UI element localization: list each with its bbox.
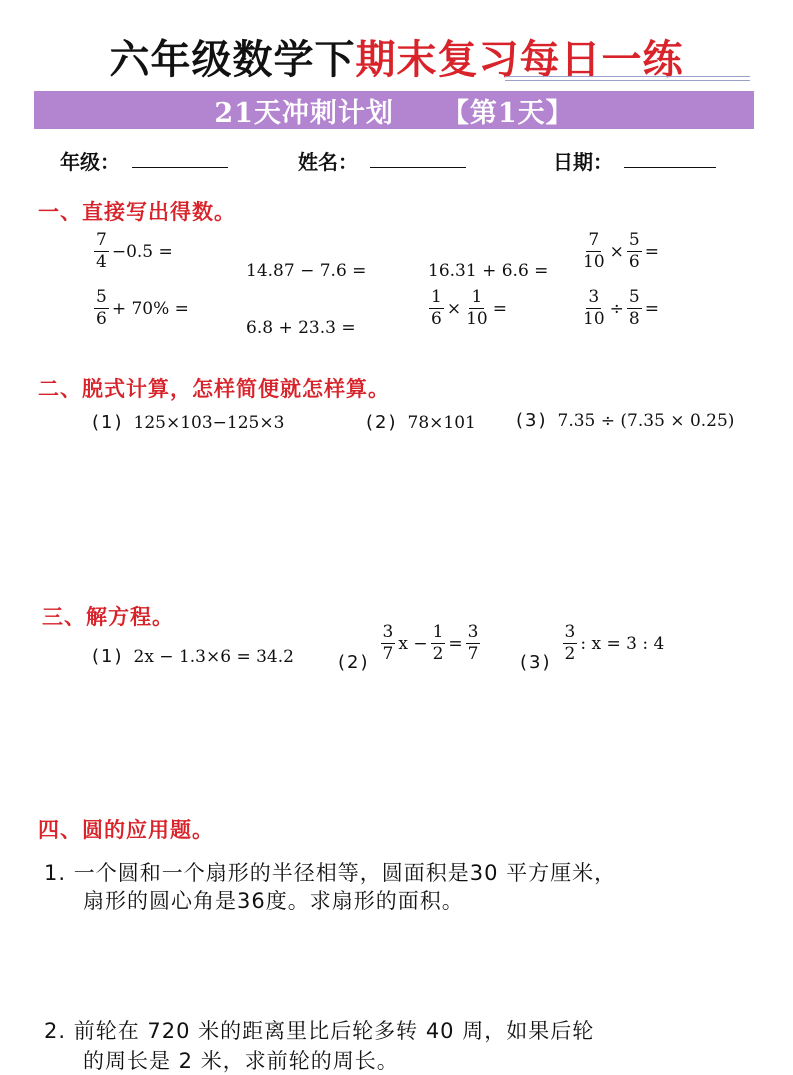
section3-heading: 三、解方程。 [42,604,174,629]
banner-plan: 21天冲刺计划 [214,97,394,129]
equation-3 [520,614,666,673]
calc-item-h [580,289,661,328]
plan-banner [34,91,754,129]
frac-denominator: 6 [628,252,640,272]
frac-denominator: 6 [96,309,107,329]
frac-denominator: 6 [431,309,442,329]
frac-denominator: 2 [564,644,576,664]
frac-denominator: 7 [467,644,479,664]
grade-blank[interactable] [132,167,228,168]
frac-denominator: 8 [628,309,640,329]
equation-2 [338,614,481,673]
section4-heading: 四、圆的应用题。 [38,817,214,842]
frac-denominator: 2 [432,644,444,664]
item-label: (3) [516,410,548,431]
frac-numerator: 7 [96,230,107,250]
item-expr: 78×101 [407,412,476,433]
frac-denominator: 7 [382,644,394,664]
equals: = [448,633,463,654]
frac-numerator: 3 [564,622,576,642]
title-part-black: 六年级数学下 [109,36,356,83]
expr-rest: : x = 3 : 4 [580,633,665,654]
frac-numerator: 1 [432,622,444,642]
frac-numerator: 5 [96,287,107,307]
word-problem-2-line1: 2. 前轮在 720 米的距离里比后轮多转 40 周，如果后轮 [44,1019,595,1043]
frac-numerator: 3 [467,622,479,642]
frac-numerator: 7 [588,230,600,250]
banner-day: 【第1天】 [441,97,574,129]
frac-numerator: 3 [588,287,600,307]
section2-heading: 二、脱式计算，怎样简便就怎样算。 [38,376,390,401]
frac-numerator: 3 [382,622,394,642]
item-expr: 125×103−125×3 [133,412,285,433]
equals: = [492,298,507,319]
name-label: 姓名： [298,150,358,174]
title-underline-bottom [505,80,750,81]
calc-item-e [93,289,191,328]
word-problem-2-line2: 的周长是 2 米，求前轮的周长。 [83,1049,399,1073]
calc-item-d [580,232,661,271]
equals: = [644,298,659,319]
equals: = [644,241,659,262]
calc2-item-3 [516,410,734,431]
date-label: 日期： [553,150,613,174]
calc2-item-1 [92,412,284,433]
frac-denominator: 10 [583,309,605,329]
item-label: (1) [92,412,124,433]
item-label: (2) [366,412,398,433]
word-problem-1-line2: 扇形的圆心角是36度。求扇形的面积。 [83,889,464,913]
item-expr: 7.35 ÷ (7.35 × 0.25) [557,410,735,431]
frac-numerator: 5 [628,230,640,250]
expr-rest: + 70% = [111,298,189,319]
calc-item-a [93,232,175,271]
item-expr: 2x − 1.3×6 = 34.2 [133,646,294,667]
equation-1 [92,646,294,667]
calc-item-g [428,289,509,328]
expr-rest: −0.5 = [111,241,173,262]
item-label: (3) [520,652,552,673]
title-part-red: 期末复习每日一练 [355,36,684,83]
operator: × [609,241,624,262]
calc2-item-2 [366,412,476,433]
title-underline-top [505,76,750,77]
frac-numerator: 1 [431,287,442,307]
item-label: (2) [338,652,370,673]
frac-numerator: 5 [628,287,640,307]
frac-denominator: 4 [96,252,107,272]
item-label: (1) [92,646,124,667]
expr-middle: x − [398,633,428,654]
frac-denominator: 10 [466,309,488,329]
operator: ÷ [609,298,624,319]
frac-numerator: 1 [471,287,483,307]
frac-denominator: 10 [583,252,605,272]
section1-heading: 一、直接写出得数。 [38,199,236,224]
calc-item-f: 6.8 + 23.3 = [246,318,356,338]
word-problem-1-line1: 1. 一个圆和一个扇形的半径相等，圆面积是30 平方厘米， [44,861,617,885]
grade-label: 年级： [60,150,120,174]
date-blank[interactable] [624,167,716,168]
operator: × [446,298,462,319]
calc-item-c: 16.31 + 6.6 = [428,261,549,281]
name-blank[interactable] [370,167,466,168]
calc-item-b: 14.87 − 7.6 = [246,261,367,281]
